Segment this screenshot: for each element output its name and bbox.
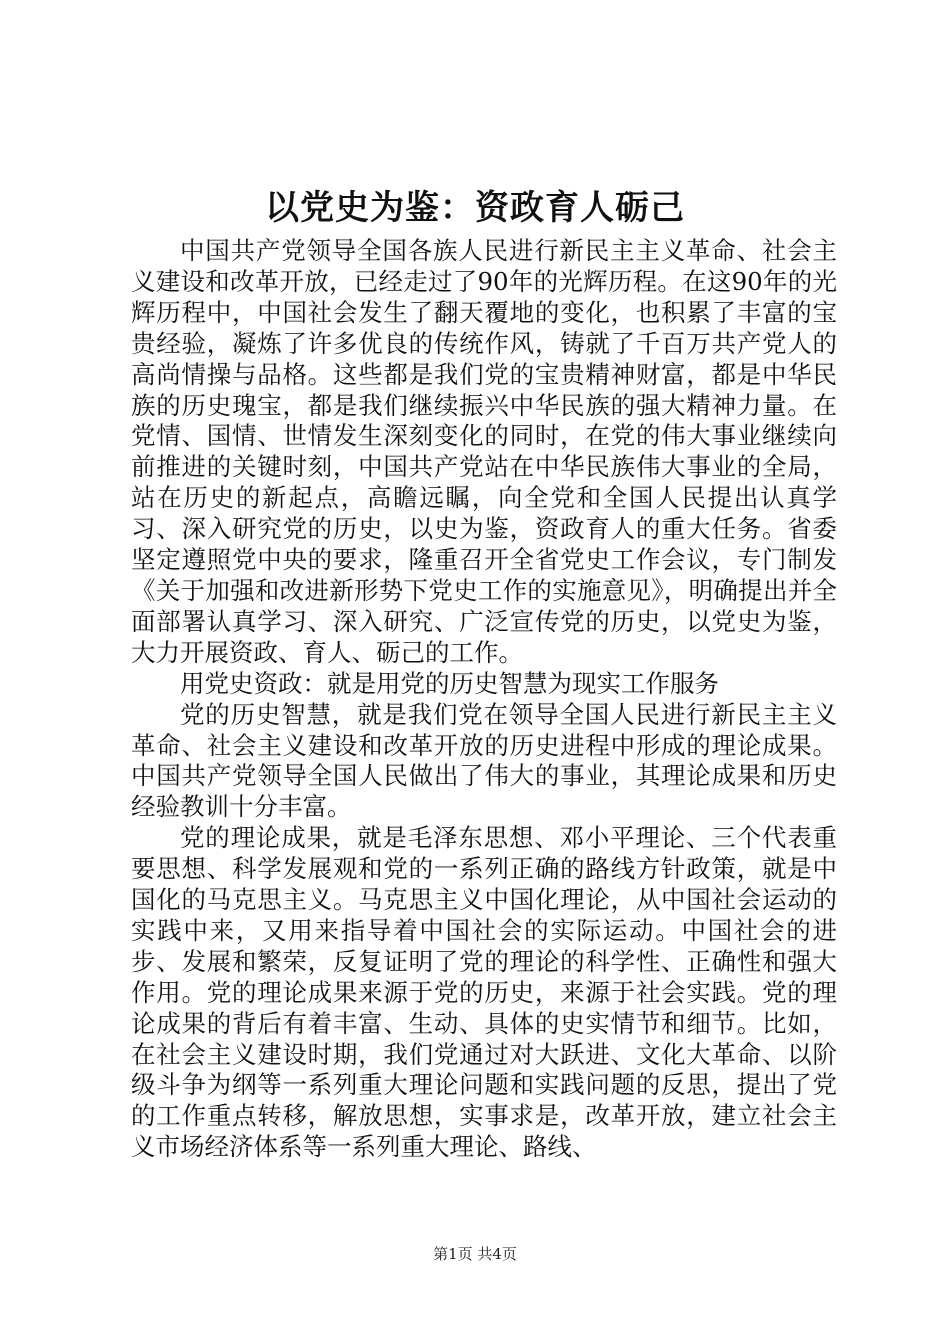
document-body [131, 236, 837, 1163]
paragraph-intro: 中国共产党领导全国各族人民进行新民主主义革命、社会主义建设和改革开放，已经走过了90年的光辉历程。在这90年的光辉历程中，中国社会发生了翻天覆地的变化，也积累了丰富的宝贵经验，凝炼了许多优良的传统作风，铸就了千百万共产党人的高尚情操与品格。这些都是我们党的宝贵精神财富，都是中华民族的历史瑰宝，都是我们继续振兴中华民族的强大精神力量。在党情、国情、世情发生深刻变化的同时，在党的伟大事业继续向前推进的关键时刻，中国共产党站在中华民族伟大事业的全局，站在历史的新起点，高瞻远瞩，向全党和全国人民提出认真学习、深入研究党的历史，以史为鉴，资政育人的重大任务。省委坚定遵照党中央的要求，隆重召开全省党史工作会议，专门制发《关于加强和改进新形势下党史工作的实施意见》，明确提出并全面部署认真学习、深入研究、广泛宣传党的历史，以党史为鉴，大力开展资政、育人、砺己的工作。 [131, 236, 837, 667]
page-number-footer: 第1页 共4页 [433, 1245, 517, 1263]
section-heading-zizheng: 用党史资政：就是用党的历史智慧为现实工作服务 [180, 668, 719, 698]
paragraph-theory-results: 党的理论成果，就是毛泽东思想、邓小平理论、三个代表重要思想、科学发展观和党的一系列正确的路线方针政策，就是中国化的马克思主义。马克思主义中国化理论，从中国社会运动的实践中来，又用来指导着中国社会的实际运动。中国社会的进步、发展和繁荣，反复证明了党的理论的科学性、正确性和强大作用。党的理论成果来源于党的历史，来源于社会实践。党的理论成果的背后有着丰富、生动、具体的史实情节和细节。比如，在社会主义建设时期，我们党通过对大跃进、文化大革命、以阶级斗争为纲等一系列重大理论问题和实践问题的反思，提出了党的工作重点转移，解放思想，实事求是，改革开放，建立社会主义市场经济体系等一系列重大理论、路线、 [131, 823, 837, 1162]
paragraph-history-wisdom: 党的历史智慧，就是我们党在领导全国人民进行新民主主义革命、社会主义建设和改革开放的历史进程中形成的理论成果。中国共产党领导全国人民做出了伟大的事业，其理论成果和历史经验教训十分丰富。 [131, 699, 837, 822]
document-title: 以党史为鉴：资政育人砺己 [265, 188, 685, 228]
